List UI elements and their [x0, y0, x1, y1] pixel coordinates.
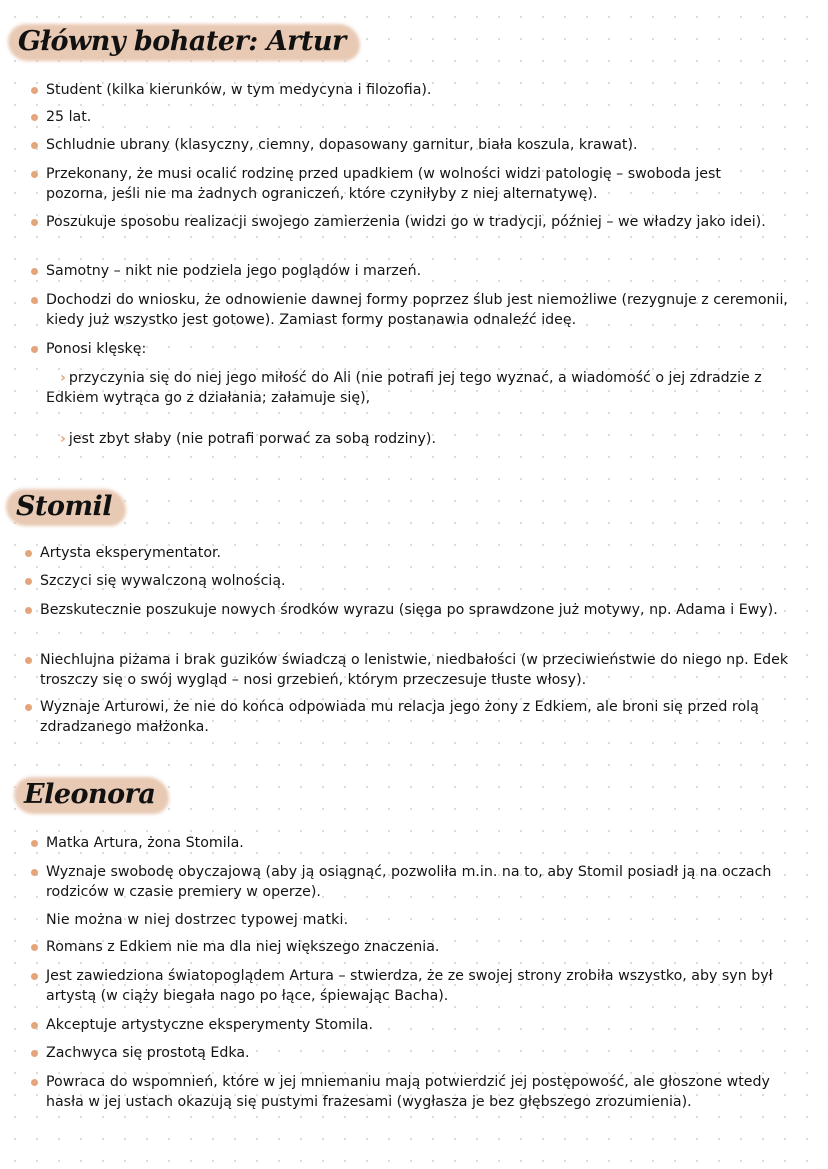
bullet-icon: [31, 840, 38, 847]
bullet-icon: [25, 578, 32, 585]
bullet-icon: [31, 346, 38, 353]
heading-artur: Główny bohater: Artur: [8, 22, 360, 63]
bullet-icon: [31, 297, 38, 304]
bullet-icon: [31, 1079, 38, 1086]
heading-stomil: Stomil: [6, 487, 126, 528]
bullet-icon: [31, 114, 38, 121]
bullet-icon: [25, 607, 32, 614]
sub-list-item: › jest zbyt słaby (nie potrafi porwać za sobą rodziny).: [60, 431, 436, 447]
heading-eleonora: Eleonora: [14, 775, 169, 816]
bullet-icon: [31, 219, 38, 226]
bullet-icon: [31, 973, 38, 980]
bullet-icon: [31, 268, 38, 275]
bullet-icon: [31, 869, 38, 876]
bullet-icon: [25, 704, 32, 711]
bullet-icon: [25, 657, 32, 664]
bullet-icon: [31, 1022, 38, 1029]
bullet-icon: [25, 550, 32, 557]
bullet-icon: [31, 1050, 38, 1057]
chevron-right-icon: ›: [60, 370, 66, 386]
bullet-icon: [31, 944, 38, 951]
sub-list-item: › przyczynia się do niej jego miłość do Ali (nie potrafi jej tego wyznać, a wiadomość o jej zdradzie z Edkiem wytrąca go z działania; załamuje się),: [46, 370, 762, 406]
plain-note: Nie można w niej dostrzec typowej matki.: [46, 912, 349, 928]
chevron-right-icon: ›: [60, 431, 66, 447]
bullet-icon: [31, 142, 38, 149]
bullet-icon: [31, 87, 38, 94]
bullet-icon: [31, 171, 38, 178]
